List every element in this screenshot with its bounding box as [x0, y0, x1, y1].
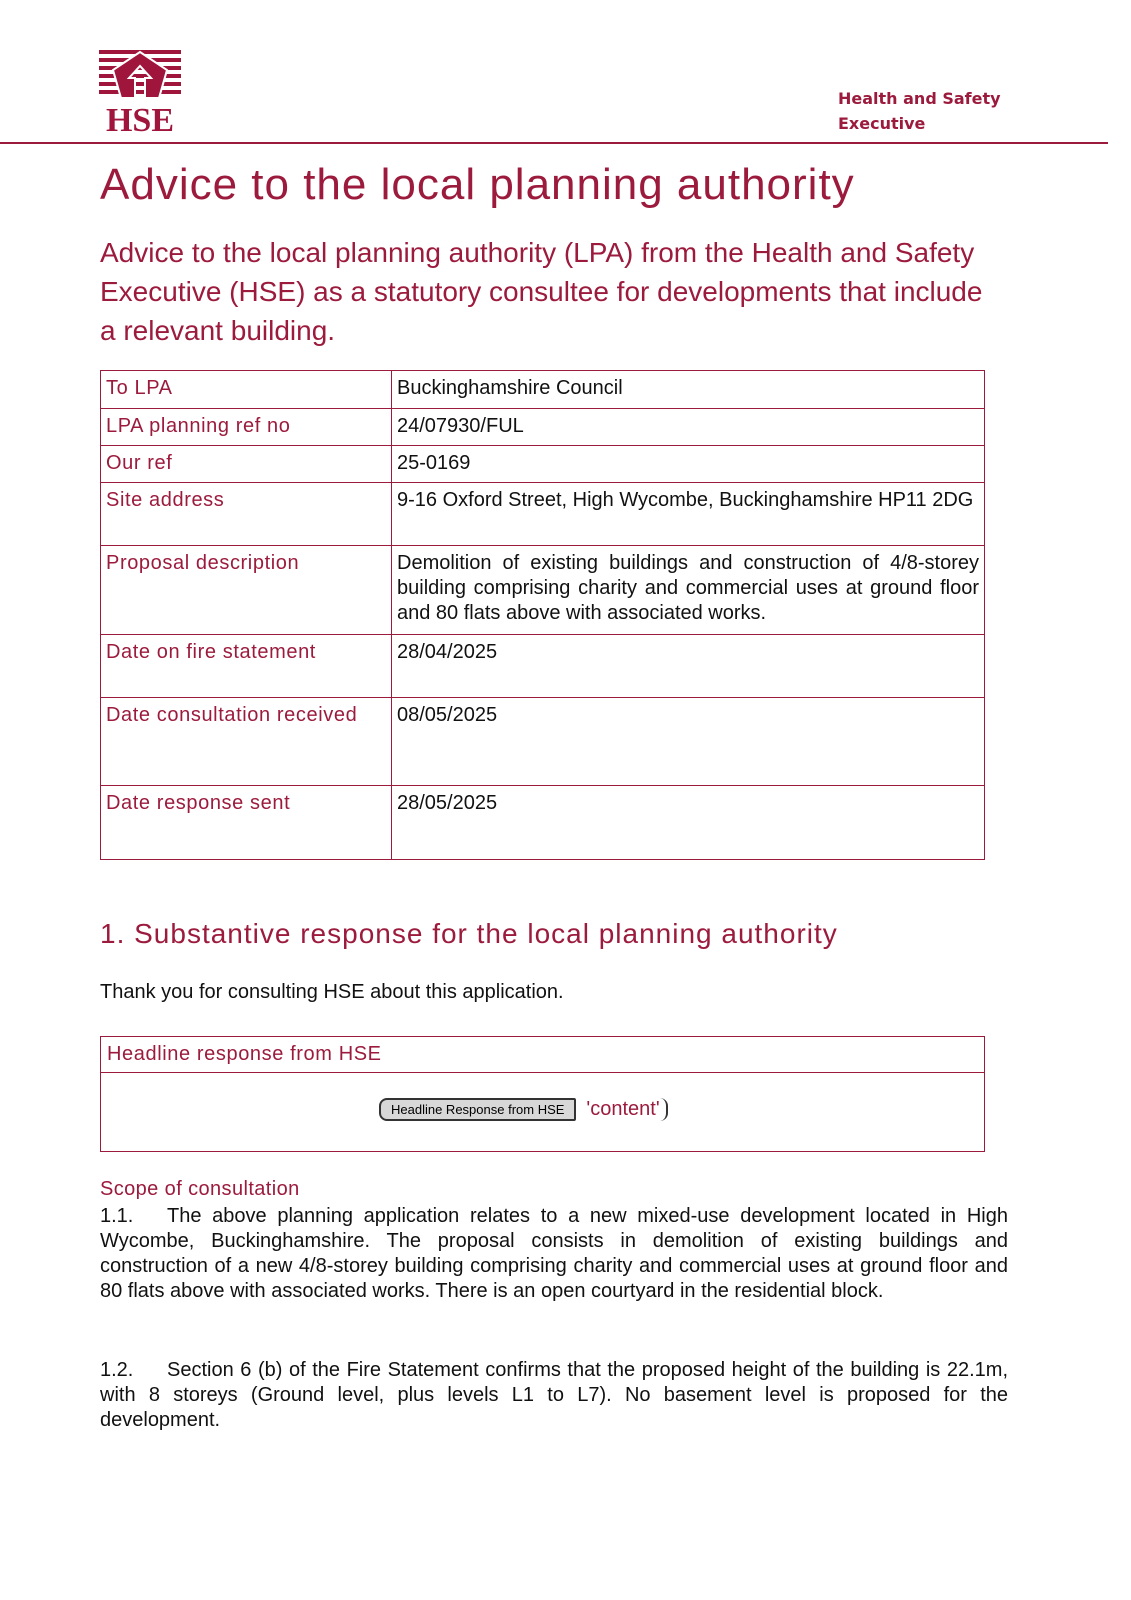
table-row [101, 483, 985, 546]
section-heading: 1. Substantive response for the local planning authority [100, 918, 838, 949]
row-label: To LPA [101, 371, 392, 409]
content-control-value[interactable]: 'content' [580, 1098, 667, 1121]
row-value: Buckinghamshire Council [392, 371, 985, 409]
hse-logo [99, 50, 181, 132]
table-row [101, 546, 985, 635]
org-line-1: Health and Safety [838, 89, 1001, 108]
row-value: 25-0169 [392, 446, 985, 483]
table-row [101, 786, 985, 860]
headline-response-field [379, 1098, 668, 1121]
row-value: Demolition of existing buildings and construction of 4/8-storey building comprising charity and commercial uses at ground floor and 80 flats above with associated works. [392, 546, 985, 635]
table-row [101, 371, 985, 409]
row-label: Date on fire statement [101, 635, 392, 698]
paragraph-1-2 [100, 1358, 1008, 1433]
paragraph-number: 1.2. [100, 1359, 134, 1381]
paragraph-text: The above planning application relates to a new mixed-use development located in High Wycombe, Buckinghamshire. The proposal consists in demolition of existing buildings and construction of a new 4/8-storey building comprising charity and commercial uses at ground floor and 80 flats above with associated works. There is an open courtyard in the residential block. [100, 1205, 1008, 1302]
row-value: 28/05/2025 [392, 786, 985, 860]
header-rule [0, 142, 1108, 144]
row-value: 9-16 Oxford Street, High Wycombe, Buckinghamshire HP11 2DG [392, 483, 985, 546]
row-label: Site address [101, 483, 392, 546]
row-label: Our ref [101, 446, 392, 483]
content-control-tag: Headline Response from HSE [379, 1098, 576, 1121]
row-label: Date response sent [101, 786, 392, 860]
paragraph-1-1 [100, 1204, 1008, 1304]
organisation-name [838, 86, 1001, 136]
table-row [101, 409, 985, 446]
page-subtitle: Advice to the local planning authority (LPA) from the Health and Safety Executive (HSE) as a statutory consultee for developments that include a relevant building. [100, 237, 983, 346]
table-row [101, 635, 985, 698]
row-value: 28/04/2025 [392, 635, 985, 698]
info-table [100, 370, 985, 860]
row-value: 08/05/2025 [392, 698, 985, 786]
row-label: Proposal description [101, 546, 392, 635]
paragraph-number: 1.1. [100, 1205, 134, 1227]
headline-response-header: Headline response from HSE [101, 1037, 984, 1073]
paragraph-text: Section 6 (b) of the Fire Statement confirms that the proposed height of the building is 22.1m, with 8 storeys (Ground level, plus levels L1 to L7). No basement level is proposed for the development. [100, 1359, 1008, 1431]
scope-heading: Scope of consultation [100, 1178, 300, 1200]
headline-response-box [100, 1036, 985, 1152]
thanks-text: Thank you for consulting HSE about this application. [100, 981, 564, 1003]
row-label: Date consultation received [101, 698, 392, 786]
row-value: 24/07930/FUL [392, 409, 985, 446]
svg-text:HSE: HSE [105, 102, 175, 132]
table-row [101, 446, 985, 483]
row-label: LPA planning ref no [101, 409, 392, 446]
page-title: Advice to the local planning authority [100, 160, 855, 209]
table-row [101, 698, 985, 786]
org-line-2: Executive [838, 114, 926, 133]
